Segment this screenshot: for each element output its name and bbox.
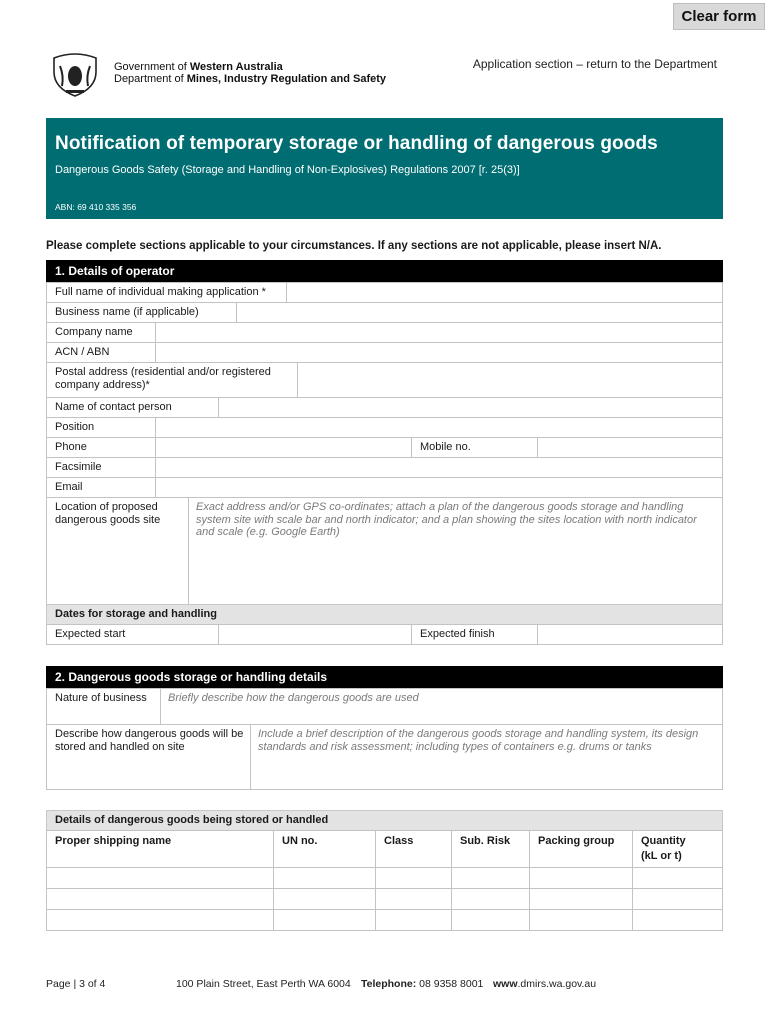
expected-start-label: Expected start <box>46 624 219 645</box>
application-section-note: Application section – return to the Department <box>472 57 717 71</box>
form-regulation: Dangerous Goods Safety (Storage and Handling of Non-Explosives) Regulations 2007 [r. 25(3)] <box>55 164 520 176</box>
title-banner <box>46 118 723 219</box>
location-input[interactable]: Exact address and/or GPS co-ordinates; attach a plan of the dangerous goods storage and handling system site with scale bar and north indicator; and a plan showing the sites location with north indicator and scale (e.g. Google Earth) <box>188 497 723 605</box>
phone-input[interactable] <box>155 437 412 458</box>
col-sub-risk: Sub. Risk <box>451 830 530 868</box>
goods-cell[interactable] <box>375 867 452 889</box>
goods-cell[interactable] <box>46 867 274 889</box>
goods-cell[interactable] <box>451 867 530 889</box>
goods-cell[interactable] <box>46 888 274 910</box>
department-name: Department of Mines, Industry Regulation and Safety <box>114 73 387 85</box>
contact-person-input[interactable] <box>218 397 723 418</box>
col-proper-shipping-name: Proper shipping name <box>46 830 274 868</box>
full-name-label: Full name of individual making application * <box>46 282 287 303</box>
facsimile-label: Facsimile <box>46 457 156 478</box>
mobile-input[interactable] <box>537 437 723 458</box>
goods-cell[interactable] <box>375 888 452 910</box>
goods-cell[interactable] <box>632 867 723 889</box>
contact-person-label: Name of contact person <box>46 397 219 418</box>
goods-cell[interactable] <box>375 909 452 931</box>
government-name: Government of Western Australia <box>114 61 283 73</box>
goods-cell[interactable] <box>632 909 723 931</box>
page-number: Page | 3 of 4 <box>46 978 106 990</box>
nature-of-business-input[interactable]: Briefly describe how the dangerous goods are used <box>160 688 723 725</box>
clear-form-button[interactable]: Clear form <box>673 3 765 30</box>
footer-address: 100 Plain Street, East Perth WA 6004 <box>176 978 351 990</box>
acn-abn-input[interactable] <box>155 342 723 363</box>
position-label: Position <box>46 417 156 438</box>
goods-cell[interactable] <box>273 867 376 889</box>
goods-cell[interactable] <box>273 909 376 931</box>
goods-cell[interactable] <box>46 909 274 931</box>
goods-cell[interactable] <box>529 909 633 931</box>
col-class: Class <box>375 830 452 868</box>
goods-cell[interactable] <box>451 888 530 910</box>
col-quantity: Quantity (kL or t) <box>632 830 723 868</box>
expected-finish-label: Expected finish <box>411 624 538 645</box>
col-packing-group: Packing group <box>529 830 633 868</box>
postal-address-label: Postal address (residential and/or registered company address)* <box>46 362 298 398</box>
postal-address-input[interactable] <box>297 362 723 398</box>
email-input[interactable] <box>155 477 723 498</box>
full-name-input[interactable] <box>286 282 723 303</box>
storage-description-label: Describe how dangerous goods will be stored and handled on site <box>46 724 251 790</box>
goods-cell[interactable] <box>529 888 633 910</box>
section1-header: 1. Details of operator <box>46 260 723 282</box>
storage-description-input[interactable]: Include a brief description of the dangerous goods storage and handling system, its design standards and risk assessment; including types of containers e.g. drums or tanks <box>250 724 723 790</box>
instructions: Please complete sections applicable to your circumstances. If any sections are not applicable, please insert N/A. <box>46 240 662 252</box>
abn-number: ABN: 69 410 335 356 <box>55 202 137 212</box>
footer-website[interactable]: www.dmirs.wa.gov.au <box>493 978 597 990</box>
section2-header: 2. Dangerous goods storage or handling details <box>46 666 723 688</box>
business-name-input[interactable] <box>236 302 723 323</box>
nature-of-business-label: Nature of business <box>46 688 161 725</box>
company-name-label: Company name <box>46 322 156 343</box>
wa-coat-of-arms-icon <box>50 52 100 98</box>
goods-table-subheader: Details of dangerous goods being stored or handled <box>46 810 723 831</box>
phone-label: Phone <box>46 437 156 458</box>
goods-cell[interactable] <box>451 909 530 931</box>
footer-telephone: Telephone: 08 9358 8001 <box>361 978 484 990</box>
expected-finish-input[interactable] <box>537 624 723 645</box>
location-label: Location of proposed dangerous goods site <box>46 497 189 605</box>
acn-abn-label: ACN / ABN <box>46 342 156 363</box>
business-name-label: Business name (if applicable) <box>46 302 237 323</box>
position-input[interactable] <box>155 417 723 438</box>
goods-cell[interactable] <box>632 888 723 910</box>
facsimile-input[interactable] <box>155 457 723 478</box>
goods-cell[interactable] <box>529 867 633 889</box>
email-label: Email <box>46 477 156 498</box>
company-name-input[interactable] <box>155 322 723 343</box>
expected-start-input[interactable] <box>218 624 412 645</box>
goods-cell[interactable] <box>273 888 376 910</box>
col-un-no: UN no. <box>273 830 376 868</box>
form-title: Notification of temporary storage or handling of dangerous goods <box>55 133 658 154</box>
mobile-label: Mobile no. <box>411 437 538 458</box>
dates-subheader: Dates for storage and handling <box>46 604 723 625</box>
